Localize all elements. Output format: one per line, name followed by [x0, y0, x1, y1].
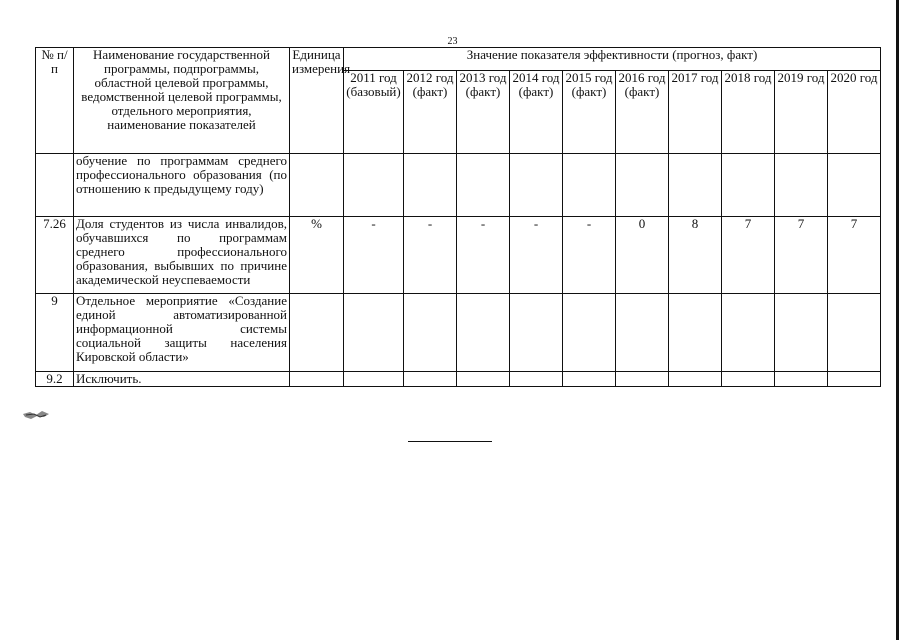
end-separator-line: [408, 441, 492, 442]
row-value: [669, 294, 722, 372]
row-value: [722, 372, 775, 387]
row-num: [36, 154, 74, 217]
table-row: [36, 294, 881, 372]
header-year-2014: 2014 год (факт): [510, 71, 563, 154]
row-unit: [290, 294, 344, 372]
row-unit: [290, 154, 344, 217]
row-unit: %: [290, 217, 344, 294]
row-value: -: [510, 217, 563, 294]
row-value: [828, 154, 881, 217]
row-value: 7: [828, 217, 881, 294]
row-value: [457, 294, 510, 372]
row-num: 9.2: [36, 372, 74, 387]
row-value: [457, 372, 510, 387]
row-value: [669, 154, 722, 217]
row-value: -: [563, 217, 616, 294]
row-value: [510, 294, 563, 372]
header-unit: Единица измерения: [290, 48, 344, 154]
row-value: [828, 294, 881, 372]
row-name: Отдельное мероприятие «Создание единой автоматизированной информационной системы социальной защиты населения Кировской области»: [74, 294, 290, 372]
row-value: [775, 154, 828, 217]
row-name: Доля студентов из числа инвалидов, обучавшихся по программам среднего профессионального образования, выбывших по причине академической неуспеваемости: [74, 217, 290, 294]
row-value: [616, 372, 669, 387]
header-name: Наименование государственной программы, подпрограммы, областной целевой программы, ведомственной целевой программы, отдельного мероприятия, наименование показателей: [74, 48, 290, 154]
header-num: № п/п: [36, 48, 74, 154]
row-value: 7: [722, 217, 775, 294]
row-value: -: [344, 217, 404, 294]
header-year-2016: 2016 год (факт): [616, 71, 669, 154]
row-value: [616, 154, 669, 217]
header-value-group: Значение показателя эффективности (прогноз, факт): [344, 48, 881, 71]
row-value: [510, 154, 563, 217]
row-name: обучение по программам среднего профессионального образования (по отношению к предыдущему году): [74, 154, 290, 217]
header-year-2017: 2017 год: [669, 71, 722, 154]
row-value: [722, 294, 775, 372]
row-value: -: [404, 217, 457, 294]
row-value: 8: [669, 217, 722, 294]
row-unit: [290, 372, 344, 387]
row-value: [722, 154, 775, 217]
scan-edge-bar: [896, 0, 899, 640]
row-value: [404, 372, 457, 387]
row-num: 9: [36, 294, 74, 372]
row-value: [404, 154, 457, 217]
row-value: [563, 154, 616, 217]
row-value: [457, 154, 510, 217]
header-year-2020: 2020 год: [828, 71, 881, 154]
row-value: [616, 294, 669, 372]
row-value: [828, 372, 881, 387]
page-number: 23: [447, 36, 458, 47]
indicators-table: [35, 47, 881, 387]
row-value: [563, 294, 616, 372]
row-value: [775, 294, 828, 372]
table-row: [36, 217, 881, 294]
header-year-2018: 2018 год: [722, 71, 775, 154]
table-row: [36, 154, 881, 217]
row-name: Исключить.: [74, 372, 290, 387]
row-value: -: [457, 217, 510, 294]
row-value: [563, 372, 616, 387]
row-num: 7.26: [36, 217, 74, 294]
header-year-2015: 2015 год (факт): [563, 71, 616, 154]
row-value: [404, 294, 457, 372]
scan-mark-icon: [22, 408, 52, 422]
header-year-2012: 2012 год (факт): [404, 71, 457, 154]
row-value: [344, 154, 404, 217]
header-year-2013: 2013 год (факт): [457, 71, 510, 154]
row-value: [510, 372, 563, 387]
row-value: 7: [775, 217, 828, 294]
header-year-2019: 2019 год: [775, 71, 828, 154]
table-row: [36, 372, 881, 387]
header-year-2011: 2011 год (базовый): [344, 71, 404, 154]
row-value: [344, 372, 404, 387]
row-value: [775, 372, 828, 387]
row-value: [344, 294, 404, 372]
row-value: 0: [616, 217, 669, 294]
row-value: [669, 372, 722, 387]
